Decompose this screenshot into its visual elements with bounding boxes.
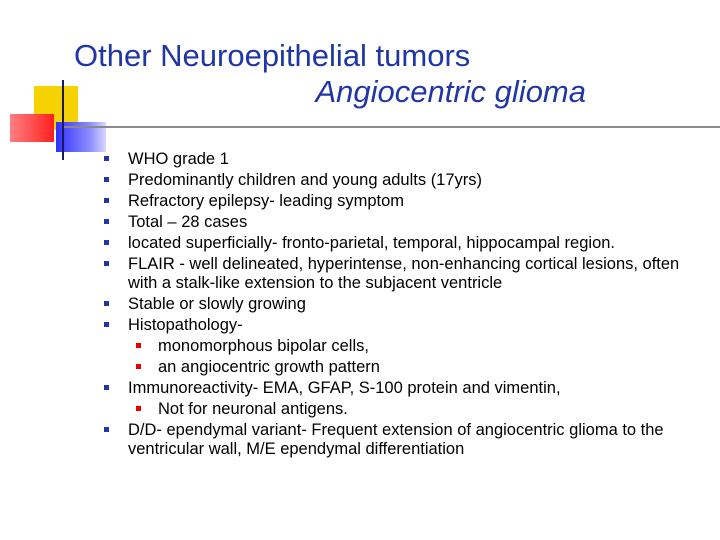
bullet-text: Total – 28 cases — [128, 213, 248, 231]
bullet-item — [104, 192, 704, 211]
sub-bullet-text: an angiocentric growth pattern — [158, 358, 380, 376]
sub-bullet-item — [104, 400, 704, 419]
bullet-text: Refractory epilepsy- leading symptom — [128, 192, 405, 210]
bullet-marker-icon — [104, 156, 109, 161]
bullet-item — [104, 379, 704, 398]
bullet-text: WHO grade 1 — [128, 150, 229, 168]
sub-bullet-text: Not for neuronal antigens. — [158, 400, 348, 418]
bullet-text: located superficially- fronto-parietal, temporal, hippocampal region. — [128, 234, 615, 252]
bullet-item — [104, 255, 704, 293]
bullet-text: D/D- ependymal variant- Frequent extension of angiocentric glioma to the ventricular wall, M/E ependymal differentiation — [128, 421, 664, 458]
bullet-marker-icon — [104, 219, 109, 224]
bullet-item — [104, 295, 704, 314]
bullet-text: Immunoreactivity- EMA, GFAP, S-100 protein and vimentin, — [128, 379, 561, 397]
bullet-item — [104, 421, 704, 459]
slide-title — [74, 38, 594, 110]
bullet-item — [104, 171, 704, 190]
bullet-marker-icon — [104, 261, 109, 266]
bullet-text: FLAIR - well delineated, hyperintense, non-enhancing cortical lesions, often with a stalk-like extension to the subjacent ventricle — [128, 255, 680, 292]
bullet-item — [104, 316, 704, 335]
bullet-marker-icon — [104, 198, 109, 203]
bullet-list — [104, 150, 704, 461]
bullet-marker-icon — [104, 427, 109, 432]
bullet-text: Histopathology- — [128, 316, 243, 334]
bullet-item — [104, 234, 704, 253]
bullet-text: Stable or slowly growing — [128, 295, 306, 313]
decor-vertical-line — [62, 80, 64, 160]
title-divider — [64, 126, 720, 128]
sub-bullet-marker-icon — [136, 406, 141, 411]
bullet-marker-icon — [104, 240, 109, 245]
sub-bullet-item — [104, 358, 704, 377]
bullet-marker-icon — [104, 322, 109, 327]
sub-bullet-text: monomorphous bipolar cells, — [158, 337, 369, 355]
bullet-text: Predominantly children and young adults (17yrs) — [128, 171, 483, 189]
decor-red-square — [10, 114, 54, 142]
bullet-item — [104, 150, 704, 169]
bullet-marker-icon — [104, 177, 109, 182]
title-line-1: Other Neuroepithelial tumors — [74, 38, 471, 73]
sub-bullet-marker-icon — [136, 364, 141, 369]
bullet-marker-icon — [104, 301, 109, 306]
bullet-item — [104, 213, 704, 232]
bullet-marker-icon — [104, 385, 109, 390]
title-line-2: Angiocentric glioma — [315, 74, 586, 109]
sub-bullet-marker-icon — [136, 343, 141, 348]
sub-bullet-item — [104, 337, 704, 356]
